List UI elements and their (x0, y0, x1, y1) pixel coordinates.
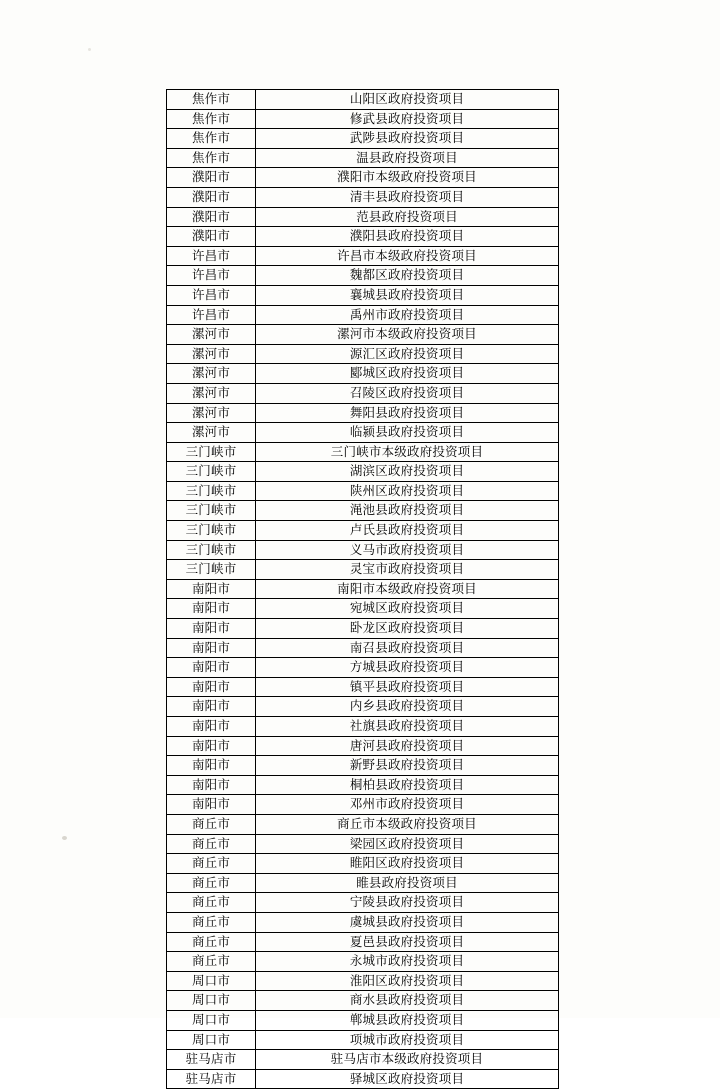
table-row (167, 325, 559, 345)
cell-project: 舞阳县政府投资项目 (256, 403, 559, 423)
cell-project: 宁陵县政府投资项目 (256, 893, 559, 913)
cell-city: 商丘市 (167, 814, 256, 834)
cell-city: 焦作市 (167, 148, 256, 168)
cell-city: 三门峡市 (167, 521, 256, 541)
cell-project: 温县政府投资项目 (256, 148, 559, 168)
cell-project: 宛城区政府投资项目 (256, 599, 559, 619)
table-row (167, 403, 559, 423)
cell-project: 武陟县政府投资项目 (256, 129, 559, 149)
table-row (167, 677, 559, 697)
table-row (167, 266, 559, 286)
cell-city: 商丘市 (167, 873, 256, 893)
table-row (167, 1030, 559, 1050)
table-row (167, 991, 559, 1011)
cell-project: 夏邑县政府投资项目 (256, 932, 559, 952)
cell-project: 南召县政府投资项目 (256, 638, 559, 658)
cell-city: 焦作市 (167, 109, 256, 129)
cell-project: 灵宝市政府投资项目 (256, 560, 559, 580)
cell-project: 渑池县政府投资项目 (256, 501, 559, 521)
cell-project: 湖滨区政府投资项目 (256, 462, 559, 482)
cell-project: 永城市政府投资项目 (256, 952, 559, 972)
cell-city: 周口市 (167, 1030, 256, 1050)
cell-city: 三门峡市 (167, 560, 256, 580)
cell-project: 梁园区政府投资项目 (256, 834, 559, 854)
cell-project: 临颍县政府投资项目 (256, 423, 559, 443)
table-body (167, 90, 559, 1089)
table-row (167, 560, 559, 580)
cell-city: 南阳市 (167, 775, 256, 795)
cell-project: 源汇区政府投资项目 (256, 344, 559, 364)
cell-city: 南阳市 (167, 638, 256, 658)
cell-project: 内乡县政府投资项目 (256, 697, 559, 717)
cell-city: 漯河市 (167, 344, 256, 364)
cell-project: 义马市政府投资项目 (256, 540, 559, 560)
table-row (167, 971, 559, 991)
cell-project: 襄城县政府投资项目 (256, 285, 559, 305)
cell-project: 驻马店市本级政府投资项目 (256, 1050, 559, 1070)
cell-city: 许昌市 (167, 305, 256, 325)
table-row (167, 462, 559, 482)
paper-speck (88, 48, 91, 51)
cell-city: 商丘市 (167, 932, 256, 952)
table-row (167, 814, 559, 834)
cell-city: 商丘市 (167, 854, 256, 874)
cell-project: 召陵区政府投资项目 (256, 383, 559, 403)
table-row (167, 795, 559, 815)
cell-city: 商丘市 (167, 893, 256, 913)
cell-city: 南阳市 (167, 756, 256, 776)
cell-city: 周口市 (167, 1010, 256, 1030)
table-row (167, 285, 559, 305)
table-row (167, 834, 559, 854)
table-row (167, 442, 559, 462)
cell-project: 淮阳区政府投资项目 (256, 971, 559, 991)
table-row (167, 168, 559, 188)
table-row (167, 305, 559, 325)
cell-city: 许昌市 (167, 246, 256, 266)
cell-project: 睢县政府投资项目 (256, 873, 559, 893)
cell-city: 商丘市 (167, 912, 256, 932)
cell-project: 三门峡市本级政府投资项目 (256, 442, 559, 462)
cell-city: 漯河市 (167, 403, 256, 423)
cell-city: 南阳市 (167, 697, 256, 717)
table-row (167, 854, 559, 874)
table-row (167, 775, 559, 795)
table-row (167, 246, 559, 266)
cell-project: 山阳区政府投资项目 (256, 90, 559, 110)
cell-project: 邓州市政府投资项目 (256, 795, 559, 815)
paper-speck (62, 836, 67, 840)
table-row (167, 873, 559, 893)
cell-project: 项城市政府投资项目 (256, 1030, 559, 1050)
table-row (167, 619, 559, 639)
cell-city: 三门峡市 (167, 481, 256, 501)
table-row (167, 717, 559, 737)
cell-project: 濮阳县政府投资项目 (256, 227, 559, 247)
cell-city: 焦作市 (167, 90, 256, 110)
cell-city: 濮阳市 (167, 227, 256, 247)
cell-project: 社旗县政府投资项目 (256, 717, 559, 737)
cell-project: 镇平县政府投资项目 (256, 677, 559, 697)
cell-project: 南阳市本级政府投资项目 (256, 579, 559, 599)
cell-city: 南阳市 (167, 579, 256, 599)
table-row (167, 697, 559, 717)
cell-project: 修武县政府投资项目 (256, 109, 559, 129)
cell-city: 三门峡市 (167, 462, 256, 482)
table-row (167, 187, 559, 207)
cell-city: 焦作市 (167, 129, 256, 149)
table-row (167, 364, 559, 384)
cell-project: 濮阳市本级政府投资项目 (256, 168, 559, 188)
cell-project: 虞城县政府投资项目 (256, 912, 559, 932)
table-row (167, 1069, 559, 1089)
cell-city: 许昌市 (167, 285, 256, 305)
cell-project: 新野县政府投资项目 (256, 756, 559, 776)
table-row (167, 540, 559, 560)
cell-project: 禹州市政府投资项目 (256, 305, 559, 325)
cell-city: 三门峡市 (167, 442, 256, 462)
cell-city: 周口市 (167, 991, 256, 1011)
table-row (167, 893, 559, 913)
cell-city: 漯河市 (167, 364, 256, 384)
cell-project: 唐河县政府投资项目 (256, 736, 559, 756)
table-row (167, 1010, 559, 1030)
cell-city: 南阳市 (167, 736, 256, 756)
cell-project: 商丘市本级政府投资项目 (256, 814, 559, 834)
table-row (167, 521, 559, 541)
cell-city: 濮阳市 (167, 168, 256, 188)
cell-city: 南阳市 (167, 795, 256, 815)
cell-city: 濮阳市 (167, 187, 256, 207)
cell-project: 郾城区政府投资项目 (256, 364, 559, 384)
cell-project: 清丰县政府投资项目 (256, 187, 559, 207)
cell-project: 郸城县政府投资项目 (256, 1010, 559, 1030)
table-row (167, 638, 559, 658)
cell-city: 南阳市 (167, 658, 256, 678)
cell-project: 方城县政府投资项目 (256, 658, 559, 678)
cell-city: 三门峡市 (167, 501, 256, 521)
cell-city: 南阳市 (167, 717, 256, 737)
cell-city: 漯河市 (167, 383, 256, 403)
table-row (167, 148, 559, 168)
table-row (167, 501, 559, 521)
table-row (167, 344, 559, 364)
cell-city: 商丘市 (167, 952, 256, 972)
table-row (167, 90, 559, 110)
cell-city: 许昌市 (167, 266, 256, 286)
cell-city: 漯河市 (167, 423, 256, 443)
table-row (167, 579, 559, 599)
table-row (167, 1050, 559, 1070)
table-row (167, 756, 559, 776)
cell-city: 商丘市 (167, 834, 256, 854)
cell-city: 南阳市 (167, 599, 256, 619)
table-row (167, 932, 559, 952)
cell-project: 范县政府投资项目 (256, 207, 559, 227)
cell-city: 周口市 (167, 971, 256, 991)
cell-project: 魏都区政府投资项目 (256, 266, 559, 286)
cell-city: 驻马店市 (167, 1069, 256, 1089)
cell-project: 睢阳区政府投资项目 (256, 854, 559, 874)
cell-project: 陕州区政府投资项目 (256, 481, 559, 501)
cell-city: 南阳市 (167, 677, 256, 697)
table-row (167, 481, 559, 501)
table-row (167, 912, 559, 932)
table-row (167, 129, 559, 149)
table-row (167, 736, 559, 756)
cell-project: 商水县政府投资项目 (256, 991, 559, 1011)
table-row (167, 109, 559, 129)
table-row (167, 207, 559, 227)
table-row (167, 599, 559, 619)
cell-city: 南阳市 (167, 619, 256, 639)
cell-project: 卢氏县政府投资项目 (256, 521, 559, 541)
project-list-table (166, 89, 559, 1089)
cell-project: 许昌市本级政府投资项目 (256, 246, 559, 266)
table-row (167, 423, 559, 443)
cell-project: 驿城区政府投资项目 (256, 1069, 559, 1089)
cell-project: 桐柏县政府投资项目 (256, 775, 559, 795)
cell-city: 驻马店市 (167, 1050, 256, 1070)
table-row (167, 952, 559, 972)
project-list-table-container (166, 89, 556, 1089)
cell-project: 漯河市本级政府投资项目 (256, 325, 559, 345)
table-row (167, 383, 559, 403)
cell-city: 漯河市 (167, 325, 256, 345)
table-row (167, 658, 559, 678)
cell-city: 濮阳市 (167, 207, 256, 227)
cell-project: 卧龙区政府投资项目 (256, 619, 559, 639)
table-row (167, 227, 559, 247)
cell-city: 三门峡市 (167, 540, 256, 560)
